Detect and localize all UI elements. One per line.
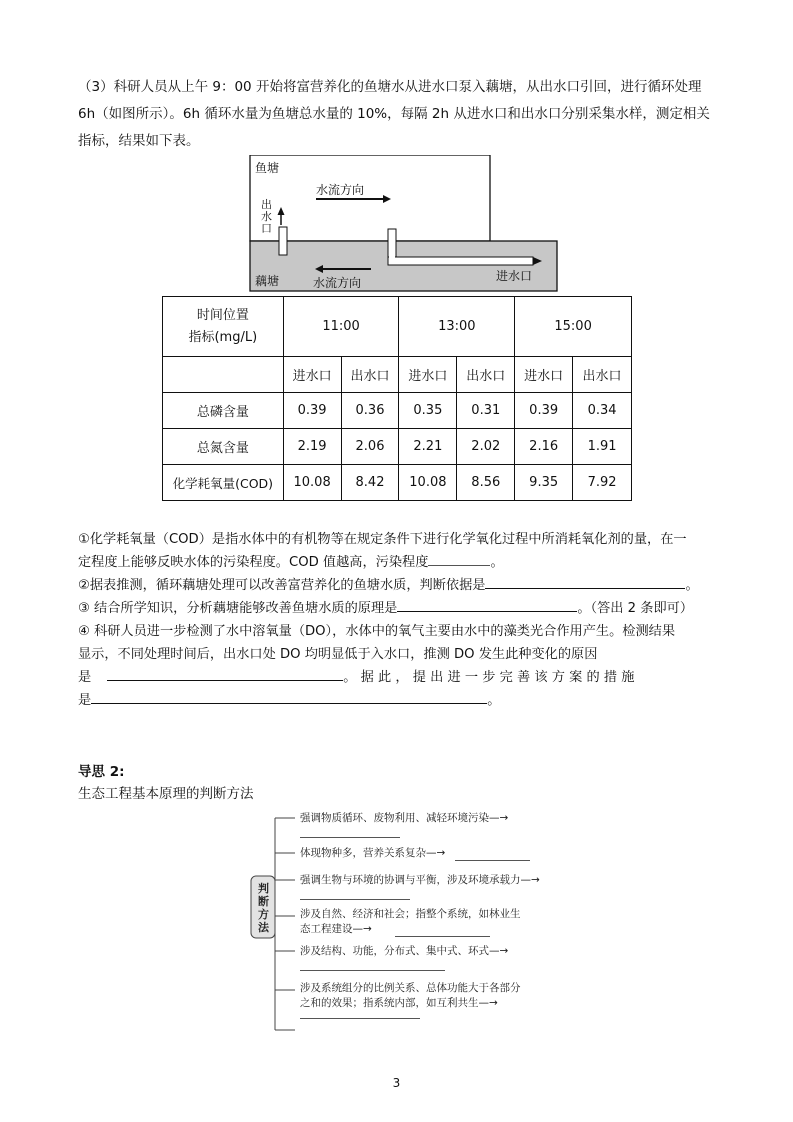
table-cell: 7.92 [573, 465, 632, 501]
table-cell: 2.16 [515, 429, 573, 465]
mind-map-blank [300, 837, 400, 838]
water-quality-table [162, 296, 632, 501]
q4-line-1: ④ 科研人员进一步检测了水中溶氧量（DO），水体中的氧气主要由水中的藻类光合作用产生。检测结果 [78, 624, 676, 639]
mind-map-item: 体现物种多，营养关系复杂—→ [300, 847, 446, 859]
empty-cell [163, 357, 284, 393]
guide-subtitle: 生态工程基本原理的判断方法 [78, 786, 254, 802]
table-position-row [163, 357, 632, 393]
table-row [163, 393, 632, 429]
mind-map-item: 强调生物与环境的协调与平衡，涉及环境承载力—→ [300, 874, 540, 886]
position-header: 进水口 [399, 357, 457, 393]
table-cell: 10.08 [399, 465, 457, 501]
mind-map-item: 涉及系统组分的比例关系、总体功能大于各部分 之和的效果；指系统内部，如互利共生—→ [300, 982, 521, 1009]
q1-line-2: 定程度上能够反映水体的污染程度。COD 值越高，污染程度 。 [78, 551, 728, 574]
row-label: 化学耗氧量(COD) [163, 465, 284, 501]
table-header-row [163, 297, 632, 357]
mind-map-item: 涉及结构、功能，分布式、集中式、环式—→ [300, 945, 509, 957]
inlet-label: 进水口 [496, 269, 533, 283]
outlet-label: 出 水 口 [261, 198, 272, 235]
table-row [163, 465, 632, 501]
fish-pond-label: 鱼塘 [255, 161, 280, 175]
inlet-pipe-horizontal [388, 257, 533, 265]
table-cell: 0.31 [457, 393, 515, 429]
intro-paragraph [78, 74, 718, 155]
q4-line-4: 是 。 [78, 689, 728, 712]
table-cell: 2.06 [341, 429, 399, 465]
flow-label-bottom: 水流方向 [313, 276, 362, 290]
table-cell: 0.39 [515, 393, 573, 429]
q1-line-1: ①化学耗氧量（COD）是指水体中的有机物等在规定条件下进行化学氧化过程中所消耗氧化剂的量，在一 [78, 532, 687, 547]
mind-map-blank [300, 899, 410, 900]
table-cell: 8.56 [457, 465, 515, 501]
q3-line: ③ 结合所学知识，分析藕塘能够改善鱼塘水质的原理是 。（答出 2 条即可） [78, 597, 728, 620]
table-cell: 2.21 [399, 429, 457, 465]
position-header: 出水口 [341, 357, 399, 393]
guide-heading: 导思 2: [78, 764, 125, 780]
table-cell: 10.08 [283, 465, 341, 501]
answer-blank-q4-measure[interactable] [91, 689, 487, 704]
answer-blank-q3[interactable] [397, 597, 577, 612]
mind-map-blank [300, 1018, 420, 1019]
mind-map-item: 强调物质循环、废物利用、减轻环境污染—→ [300, 812, 509, 824]
page-number: 3 [392, 1076, 401, 1090]
table-cell: 0.35 [399, 393, 457, 429]
time-header: 11:00 [283, 297, 399, 357]
table-cell: 2.19 [283, 429, 341, 465]
intro-line-3: 指标，结果如下表。 [78, 133, 200, 149]
answer-blank-q2[interactable] [485, 574, 685, 589]
table-cell: 2.02 [457, 429, 515, 465]
table-cell: 8.42 [341, 465, 399, 501]
outlet-pipe [279, 227, 287, 255]
table-cell: 0.34 [573, 393, 632, 429]
table-cell: 0.39 [283, 393, 341, 429]
position-header: 出水口 [573, 357, 632, 393]
table-row [163, 429, 632, 465]
pond-diagram [243, 155, 560, 295]
row-label: 总磷含量 [163, 393, 284, 429]
lotus-pond-label: 藕塘 [255, 274, 280, 288]
answer-blank-q4-reason[interactable] [107, 666, 343, 681]
mind-map-center-label: 判 断 方 法 [258, 882, 269, 934]
row-label: 总氮含量 [163, 429, 284, 465]
mind-map-blank [395, 936, 490, 937]
q4-line-3: 是 。 据 此 ， 提 出 进 一 步 完 善 该 方 案 的 措 施 [78, 666, 728, 689]
table-cell: 9.35 [515, 465, 573, 501]
table-cell: 0.36 [341, 393, 399, 429]
time-header: 15:00 [515, 297, 632, 357]
position-header: 出水口 [457, 357, 515, 393]
answer-blank-q1[interactable] [428, 551, 490, 566]
judgment-mind-map [250, 808, 550, 1038]
intro-line-2: 6h（如图所示）。6h 循环水量为鱼塘总水量的 10%，每隔 2h 从进水口和出水口分别采集水样，测定相关 [78, 106, 710, 122]
time-header: 13:00 [399, 297, 515, 357]
table-cell: 1.91 [573, 429, 632, 465]
position-header: 进水口 [283, 357, 341, 393]
q2-line: ②据表推测，循环藕塘处理可以改善富营养化的鱼塘水质，判断依据是 。 [78, 574, 728, 597]
table-corner: 时间位置 指标(mg/L) [163, 297, 284, 357]
position-header: 进水口 [515, 357, 573, 393]
intro-line-1: （3）科研人员从上午 9：00 开始将富营养化的鱼塘水从进水口泵入藕塘，从出水口引回，进行循环处理 [78, 79, 702, 95]
mind-map-blank [300, 970, 445, 971]
flow-label-top: 水流方向 [316, 183, 365, 197]
mind-map-blank [455, 860, 530, 861]
q4-line-2: 显示，不同处理时间后，出水口处 DO 均明显低于入水口，推测 DO 发生此种变化的原因 [78, 647, 598, 662]
mind-map-item: 涉及自然、经济和社会；指整个系统，如林业生 态工程建设—→ [300, 908, 521, 935]
questions-block [78, 528, 728, 712]
